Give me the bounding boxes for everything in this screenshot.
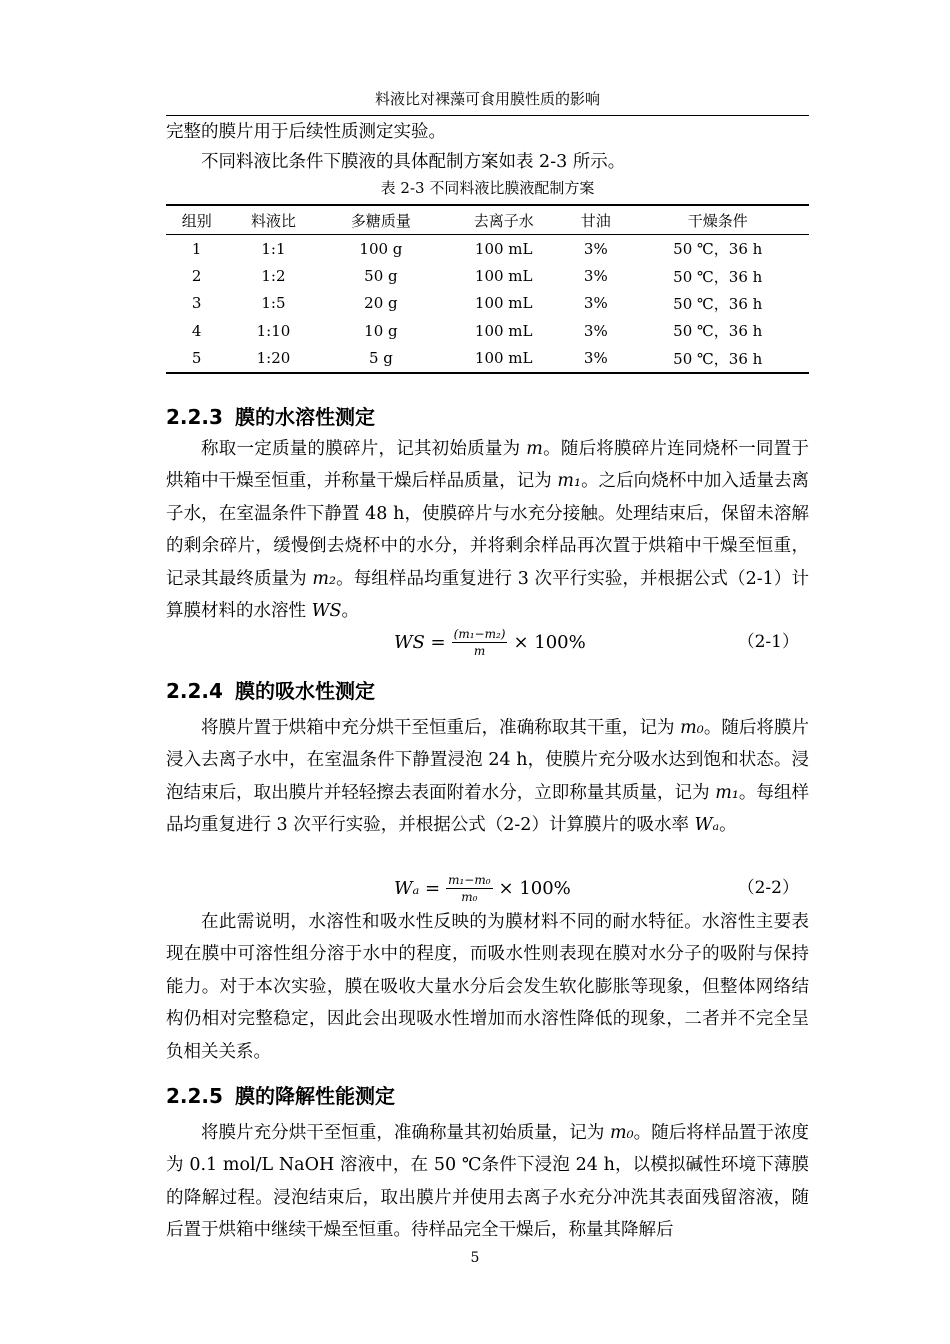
table-cell: 100 g bbox=[359, 239, 403, 258]
var-m1: m₁ bbox=[557, 471, 582, 492]
table-cell: 3% bbox=[583, 321, 608, 340]
table-caption: 表 2-3 不同料液比膜液配制方案 bbox=[380, 179, 595, 197]
var-ws: WS bbox=[311, 601, 342, 622]
intro-line-2: 不同料液比条件下膜液的具体配制方案如表 2-3 所示。 bbox=[201, 152, 626, 172]
table-cell: 1 bbox=[191, 239, 202, 258]
equation-number: （2-2） bbox=[737, 878, 799, 898]
section-title: 膜的降解性能测定 bbox=[234, 1084, 395, 1108]
table-cell: 1:2 bbox=[261, 267, 286, 286]
table-cell: 50 ℃，36 h bbox=[673, 294, 763, 313]
table-cell: 1:1 bbox=[261, 239, 286, 258]
table-row bbox=[166, 317, 809, 344]
table-cell: 100 mL bbox=[474, 267, 533, 286]
table-cell: 100 mL bbox=[474, 321, 533, 340]
formula-denominator: m bbox=[473, 643, 486, 658]
table-cell: 100 mL bbox=[474, 349, 533, 368]
table-cell: 50 ℃，36 h bbox=[673, 267, 763, 286]
running-header: 料液比对裸藻可食用膜性质的影响 bbox=[374, 90, 600, 108]
table-cell: 100 mL bbox=[474, 294, 533, 313]
table-cell: 50 g bbox=[364, 267, 398, 286]
table-header-cell: 甘油 bbox=[565, 205, 626, 235]
equation-2-1 bbox=[166, 620, 809, 664]
var-m1: m₁ bbox=[715, 782, 739, 803]
table-header-cell: 组别 bbox=[166, 205, 227, 235]
formula-numerator: (m₁−m₂) bbox=[453, 626, 506, 641]
section-heading-2-2-4 bbox=[166, 678, 809, 704]
table-cell: 100 mL bbox=[474, 239, 533, 258]
table-cell: 3% bbox=[583, 349, 608, 368]
formula-denominator: m₀ bbox=[461, 889, 478, 904]
section-number: 2.2.4 bbox=[166, 679, 223, 703]
table-cell: 3% bbox=[583, 239, 608, 258]
intro-line-1: 完整的膜片用于后续性质测定实验。 bbox=[166, 122, 446, 142]
formula-rhs: × 100% bbox=[513, 631, 586, 653]
table-row bbox=[166, 290, 809, 317]
paragraph-water-solubility: 称取一定质量的膜碎片，记其初始质量为 m。随后将膜碎片连同烧杯一同置于烘箱中干燥至恒重，并称量干燥后样品质量，记为 m₁。之后向烧杯中加入适量去离子水，在室温条件下静置 48 h，使膜碎片与水充分接触。处理结束后，保留未溶解的剩余碎片，缓慢倒去烧杯中的水分，并将剩余样品再次置于烘箱中干燥至恒重，记录其最终质量为 m₂。每组样品均重复进行 3 次平行实验，并根据公式（2-1）计算膜材料的水溶性 WS。 bbox=[166, 439, 810, 622]
table-cell: 3 bbox=[191, 294, 202, 313]
table-cell: 3% bbox=[583, 267, 608, 286]
table-cell: 5 g bbox=[368, 349, 393, 368]
equation-number: （2-1） bbox=[737, 632, 799, 652]
table-header-row bbox=[166, 205, 809, 235]
table-cell: 3% bbox=[583, 294, 608, 313]
formulation-table bbox=[166, 204, 809, 374]
table-header-cell: 料液比 bbox=[227, 205, 319, 235]
var-wa: Wₐ bbox=[694, 815, 720, 836]
table-cell: 10 g bbox=[364, 321, 398, 340]
formula-fraction bbox=[446, 873, 492, 904]
table-cell: 2 bbox=[191, 267, 202, 286]
section-title: 膜的水溶性测定 bbox=[234, 405, 375, 429]
table-cell: 5 bbox=[191, 349, 202, 368]
table-row bbox=[166, 262, 809, 289]
table-cell: 4 bbox=[191, 321, 202, 340]
section-heading-2-2-5 bbox=[166, 1083, 809, 1109]
paragraph-water-absorption: 将膜片置于烘箱中充分烘干至恒重后，准确称取其干重，记为 m₀。随后将膜片浸入去离子水中，在室温条件下静置浸泡 24 h，使膜片充分吸水达到饱和状态。浸泡结束后，取出膜片并轻轻擦去表面附着水分，立即称量其质量，记为 m₁。每组样品均重复进行 3 次平行实验，并根据公式（2-2）计算膜片的吸水率 Wₐ。 bbox=[166, 718, 810, 836]
paragraph-degradation: 将膜片充分烘干至恒重，准确称量其初始质量，记为 m₀。随后将样品置于浓度为 0.1 mol/L NaOH 溶液中，在 50 ℃条件下浸泡 24 h，以模拟碱性环境下薄膜的降解过程。浸泡结束后，取出膜片并使用去离子水充分冲洗其表面残留溶液，随后置于烘箱中继续干燥至恒重。待样品完全干燥后，称量其降解后 bbox=[166, 1123, 810, 1241]
table-header-cell: 干燥条件 bbox=[627, 205, 809, 235]
table-row bbox=[166, 235, 809, 263]
table-row bbox=[166, 345, 809, 373]
table-cell: 20 g bbox=[364, 294, 398, 313]
table-cell: 1:10 bbox=[256, 321, 291, 340]
section-heading-2-2-3 bbox=[166, 404, 809, 430]
section-number: 2.2.5 bbox=[166, 1084, 223, 1108]
var-m0: m₀ bbox=[680, 718, 704, 738]
var-m: m bbox=[526, 439, 543, 459]
table-header-cell: 去离子水 bbox=[442, 205, 565, 235]
table-cell: 1:5 bbox=[261, 294, 286, 313]
table-cell: 50 ℃，36 h bbox=[673, 240, 763, 259]
table-cell: 1:20 bbox=[256, 349, 291, 368]
var-m0: m₀ bbox=[610, 1123, 634, 1143]
formula-fraction bbox=[452, 627, 508, 658]
formula-rhs: × 100% bbox=[498, 877, 571, 899]
table-cell: 50 ℃，36 h bbox=[673, 322, 763, 341]
section-number: 2.2.3 bbox=[166, 405, 223, 429]
paragraph-note: 在此需说明，水溶性和吸水性反映的为膜材料不同的耐水特征。水溶性主要表现在膜中可溶性组分溶于水中的程度，而吸水性则表现在膜对水分子的吸附与保持能力。对于本次实验，膜在吸收大量水分后会发生软化膨胀等现象，但整体网络结构仍相对完整稳定，因此会出现吸水性增加而水溶性降低的现象，二者并不完全呈负相关关系。 bbox=[166, 912, 809, 1062]
section-title: 膜的吸水性测定 bbox=[234, 679, 375, 703]
equation-2-2 bbox=[166, 866, 809, 910]
page-number: 5 bbox=[470, 1250, 480, 1266]
formula-lhs: Wₐ = bbox=[394, 877, 441, 899]
var-m2: m₂ bbox=[312, 568, 337, 589]
table-header-cell: 多糖质量 bbox=[320, 205, 443, 235]
formula-numerator: m₁−m₀ bbox=[448, 872, 491, 887]
formula-lhs: WS = bbox=[394, 631, 446, 653]
table-cell: 50 ℃，36 h bbox=[673, 349, 763, 368]
